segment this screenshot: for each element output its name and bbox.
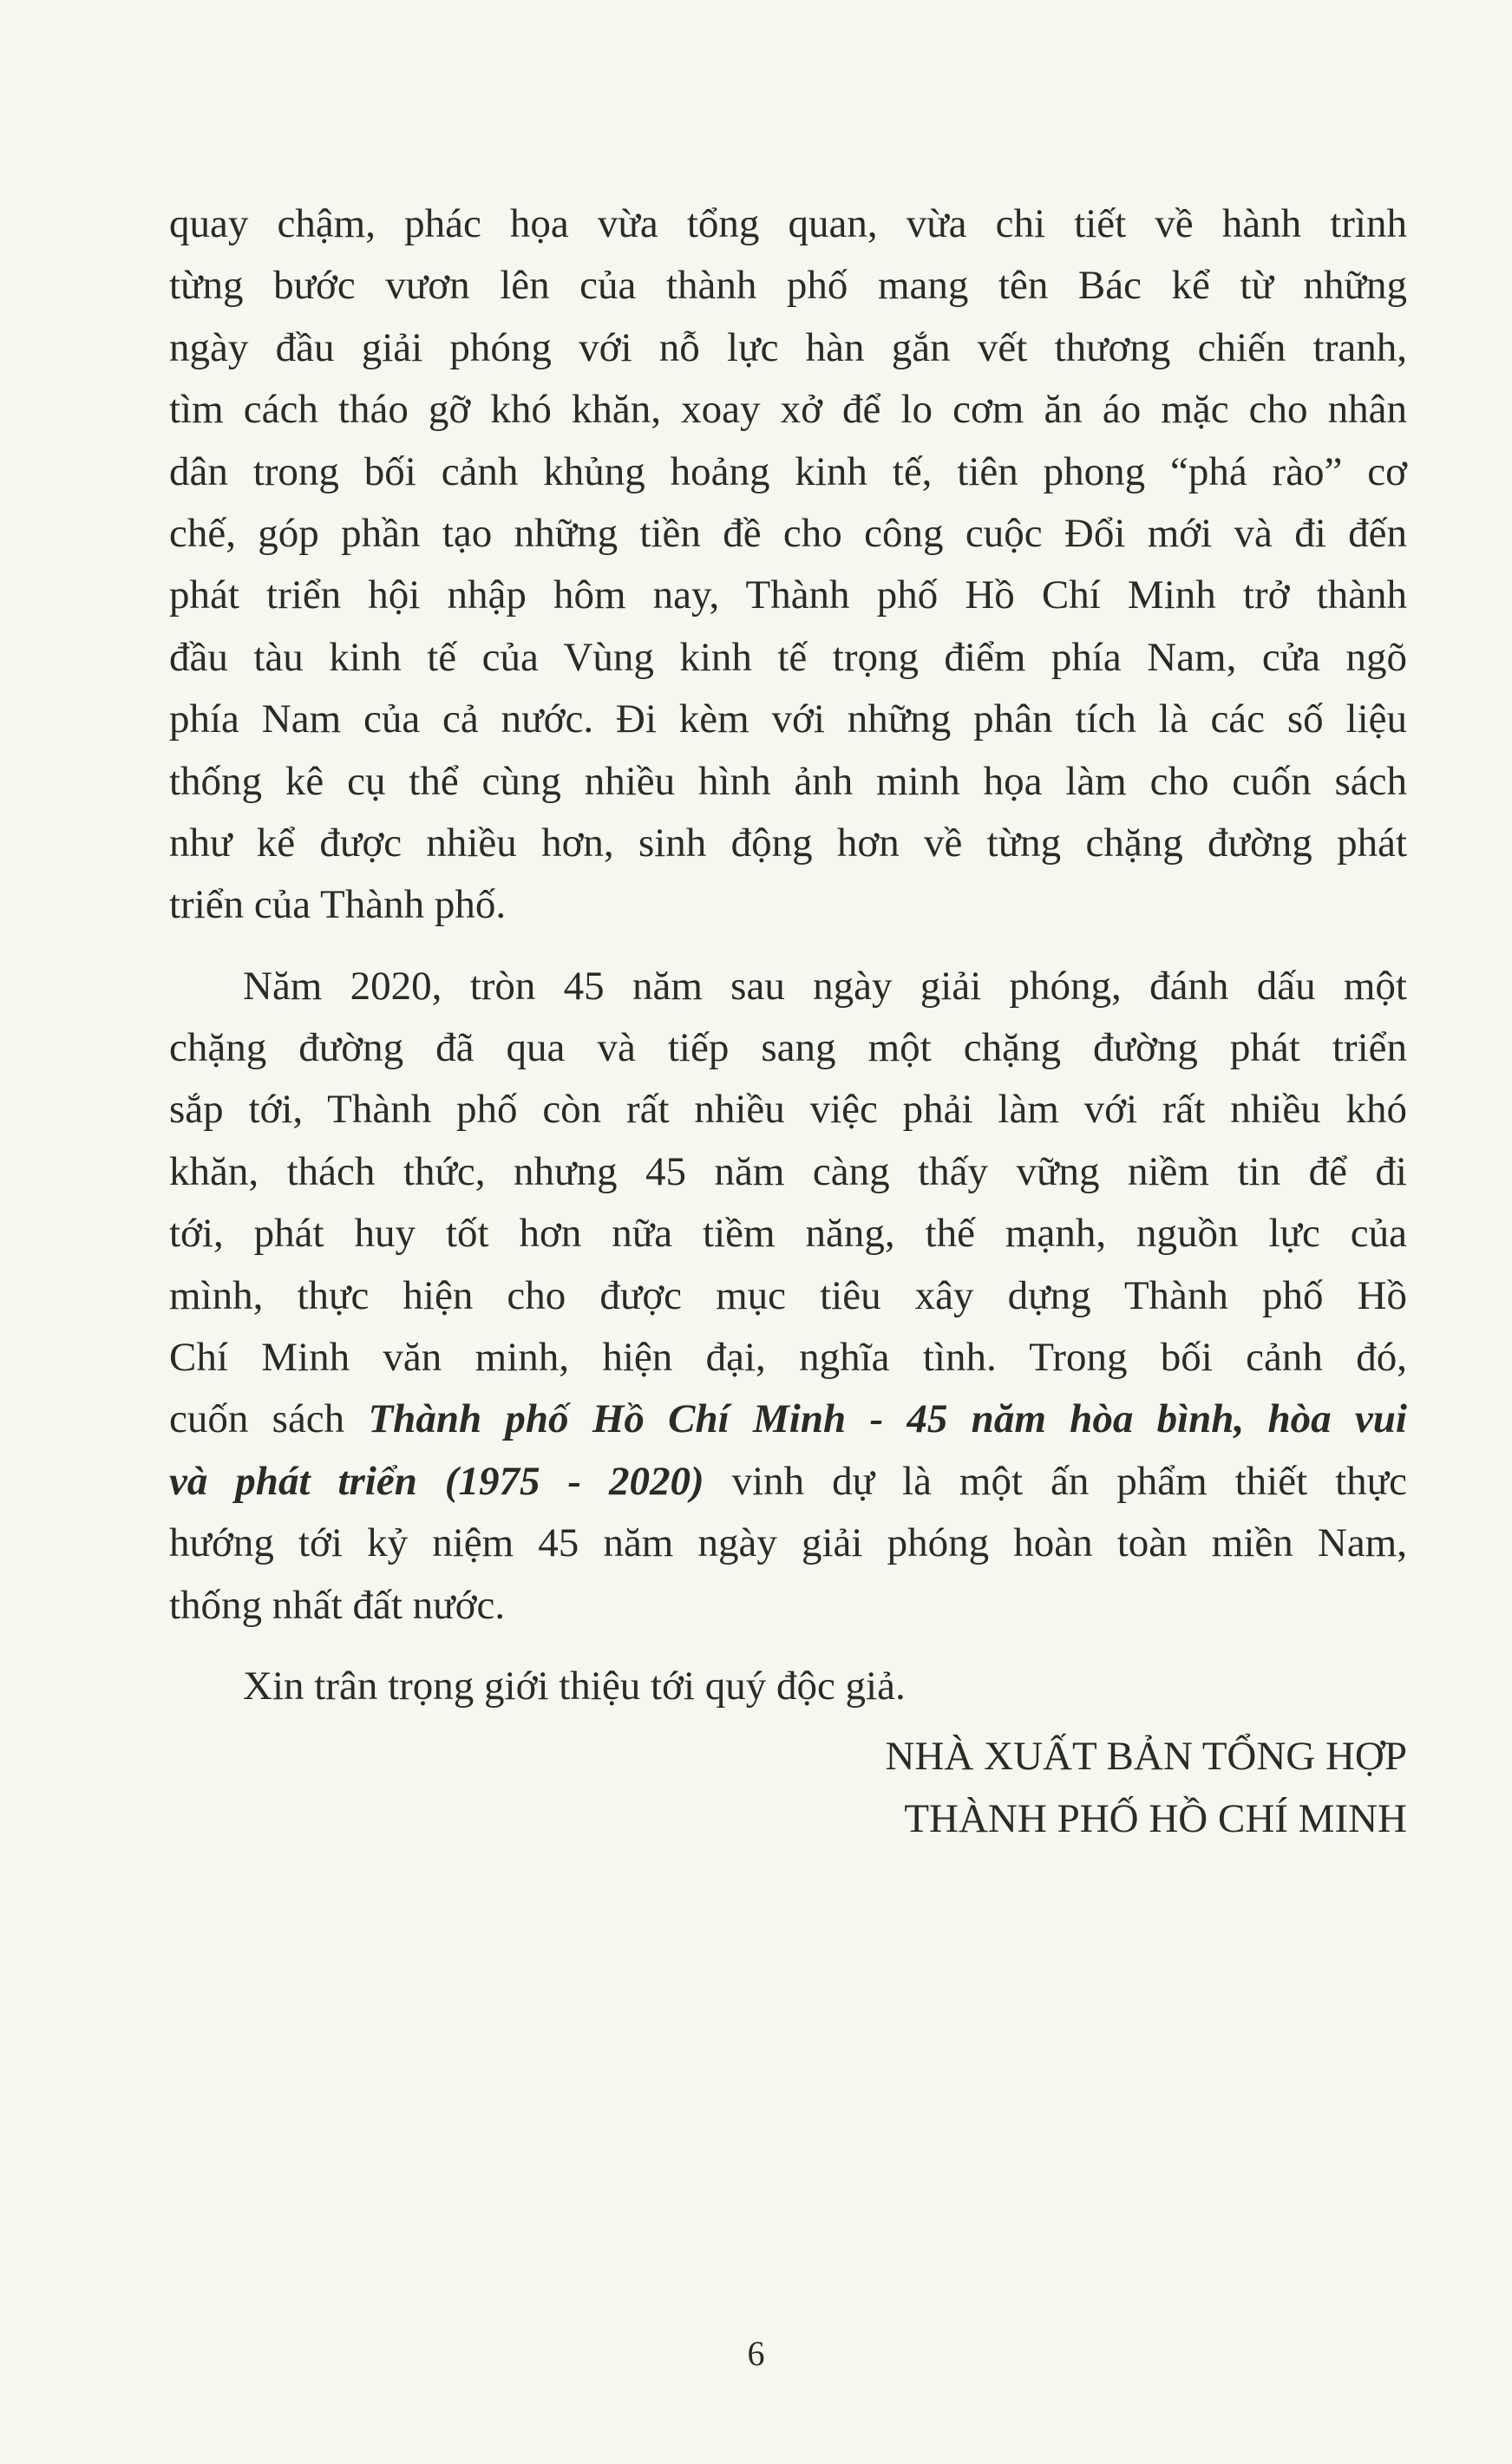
text-line: thống kê cụ thể cùng nhiều hình ảnh minh họa làm cho cuốn sách [169, 758, 1407, 804]
publisher-signature [169, 1726, 1407, 1850]
text-line: từng bước vươn lên của thành phố mang tên Bác kể từ những [169, 263, 1407, 309]
paragraph-2 [169, 956, 1407, 1637]
text-segment: cuốn sách [169, 1396, 369, 1442]
text-line: tìm cách tháo gỡ khó khăn, xoay xở để lo cơm ăn áo mặc cho nhân [169, 387, 1407, 433]
page-number: 6 [747, 2334, 765, 2373]
signature-line: THÀNH PHỐ HỒ CHÍ MINH [904, 1795, 1407, 1841]
text-line [169, 1451, 1407, 1513]
text-line: thống nhất đất nước. [169, 1582, 506, 1628]
text-line: sắp tới, Thành phố còn rất nhiều việc phải làm với rất nhiều khó [169, 1087, 1407, 1133]
text-line: chế, góp phần tạo những tiền đề cho công cuộc Đổi mới và đi đến [169, 510, 1407, 556]
text-line: khăn, thách thức, nhưng 45 năm càng thấy vững niềm tin để đi [169, 1148, 1407, 1194]
paragraph-1 [169, 193, 1407, 937]
text-line [169, 1389, 1407, 1450]
text-line: phía Nam của cả nước. Đi kèm với những phân tích là các số liệu [169, 696, 1407, 742]
text-line: chặng đường đã qua và tiếp sang một chặng đường phát triển [169, 1025, 1407, 1071]
text-line: như kể được nhiều hơn, sinh động hơn về từng chặng đường phát [169, 820, 1407, 866]
text-line: đầu tàu kinh tế của Vùng kinh tế trọng điểm phía Nam, cửa ngõ [169, 634, 1407, 680]
book-title: và phát triển (1975 - 2020) [169, 1458, 704, 1504]
text-line: ngày đầu giải phóng với nỗ lực hàn gắn vết thương chiến tranh, [169, 324, 1407, 370]
text-line: Năm 2020, tròn 45 năm sau ngày giải phóng, đánh dấu một [243, 963, 1407, 1009]
signature-line: NHÀ XUẤT BẢN TỔNG HỢP [885, 1734, 1407, 1780]
page-body [169, 193, 1407, 1850]
text-line: Chí Minh văn minh, hiện đại, nghĩa tình. Trong bối cảnh đó, [169, 1335, 1407, 1381]
text-line: mình, thực hiện cho được mục tiêu xây dựng Thành phố Hồ [169, 1272, 1407, 1318]
paragraph-3 [169, 1656, 1407, 1717]
text-line: quay chậm, phác họa vừa tổng quan, vừa chi tiết về hành trình [169, 201, 1407, 246]
text-line: tới, phát huy tốt hơn nữa tiềm năng, thế mạnh, nguồn lực của [169, 1211, 1407, 1257]
text-line: triển của Thành phố. [169, 882, 507, 928]
book-title: Thành phố Hồ Chí Minh - 45 năm hòa bình, hòa vui [368, 1396, 1407, 1442]
text-segment: vinh dự là một ấn phẩm thiết thực [704, 1458, 1407, 1504]
text-line: dân trong bối cảnh khủng hoảng kinh tế, tiên phong “phá rào” cơ [169, 448, 1407, 494]
text-line: hướng tới kỷ niệm 45 năm ngày giải phóng hoàn toàn miền Nam, [169, 1520, 1407, 1566]
text-line: Xin trân trọng giới thiệu tới quý độc giả. [243, 1663, 906, 1709]
text-line: phát triển hội nhập hôm nay, Thành phố Hồ Chí Minh trở thành [169, 572, 1407, 618]
